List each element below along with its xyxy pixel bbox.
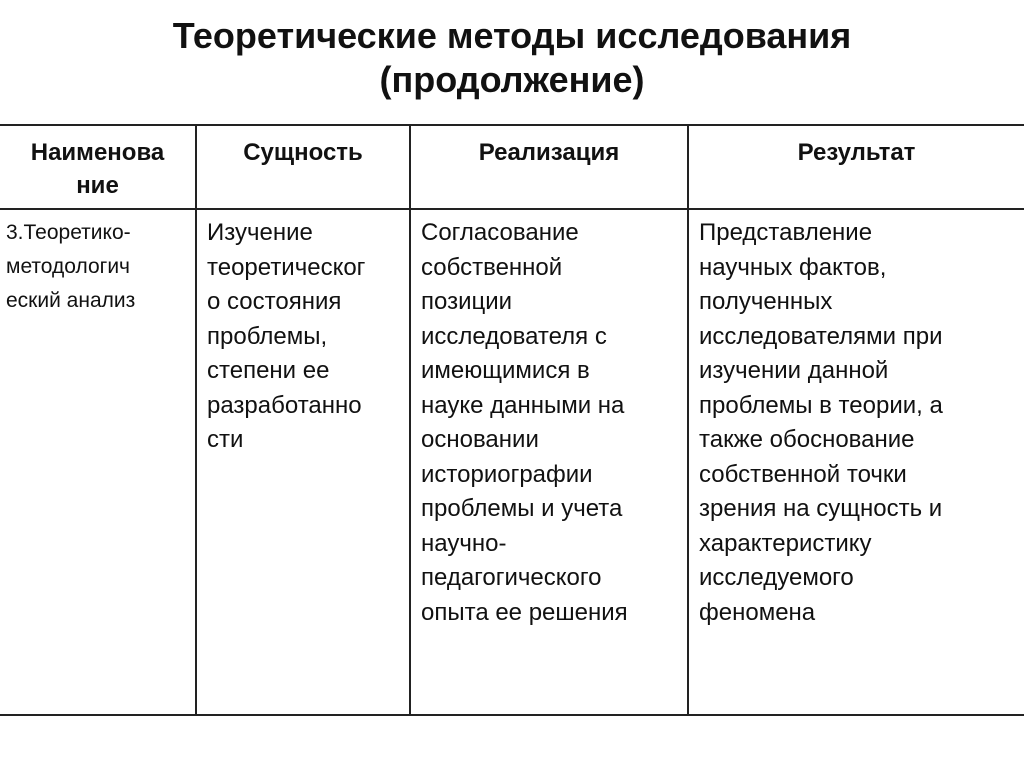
header-name: Наименова ние bbox=[0, 125, 196, 209]
slide-title-line-1: Теоретические методы исследования bbox=[172, 15, 852, 56]
table-row bbox=[0, 209, 1024, 715]
cell-essence: Изучение теоретическог о состояния проблемы, степени ее разработанно сти bbox=[196, 209, 410, 715]
cell-name: 3.Теоретико- методологич еский анализ bbox=[0, 209, 196, 715]
header-implementation: Реализация bbox=[410, 125, 688, 209]
header-result: Результат bbox=[688, 125, 1024, 209]
header-essence: Сущность bbox=[196, 125, 410, 209]
cell-result: Представление научных фактов, полученных исследователями при изучении данной проблемы в теории, а также обоснование собственной точки зрения на сущность и характеристику исследуемого феномена bbox=[688, 209, 1024, 715]
slide-title bbox=[0, 14, 1024, 102]
table-header-row bbox=[0, 125, 1024, 209]
slide-title-line-2: (продолжение) bbox=[379, 59, 645, 100]
cell-implementation: Согласование собственной позиции исследователя с имеющимися в науке данными на основании историографии проблемы и учета научно- педагогического опыта ее решения bbox=[410, 209, 688, 715]
methods-table bbox=[0, 124, 1024, 716]
